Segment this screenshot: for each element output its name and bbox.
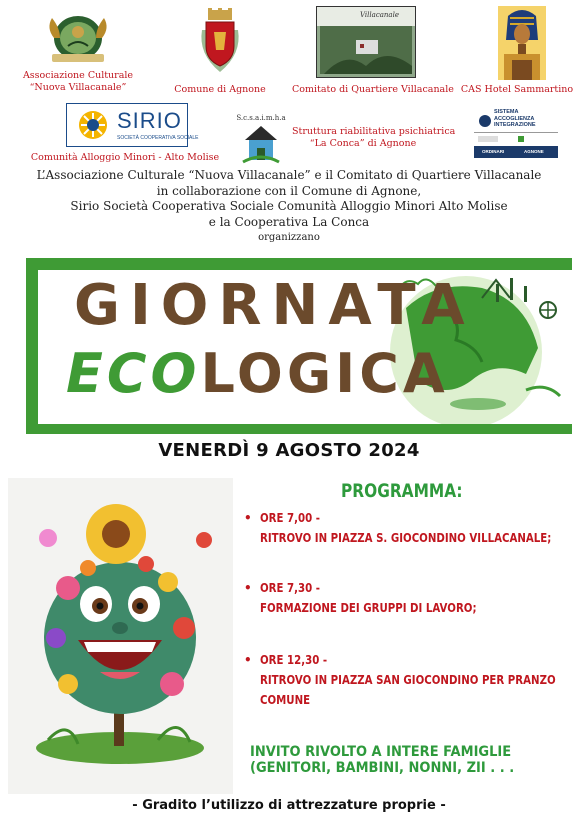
programma-title: PROGRAMMA: — [341, 480, 463, 502]
invite-line: INVITO RIVOLTO A INTERE FAMIGLIE — [250, 744, 512, 760]
sirio-logo-subtext: SOCIETÀ COOPERATIVA SOCIALE — [117, 135, 199, 141]
invite-line: (GENITORI, BAMBINI, NONNI, ZII . . . — [250, 760, 515, 776]
house-logo-icon — [241, 122, 281, 164]
caption-line: “Nuova Villacanale” — [29, 82, 127, 93]
sai-line: SISTEMA — [494, 109, 519, 115]
caption-line: Associazione Culturale — [22, 70, 134, 81]
hotel-logo — [498, 6, 546, 80]
sai-line: ACCOGLIENZA — [494, 115, 535, 122]
sai-logo — [474, 106, 558, 160]
programma-item — [244, 508, 574, 552]
sirio-logo-icon — [73, 105, 113, 145]
programma-item — [244, 650, 574, 716]
item-desc: RITROVO IN PIAZZA SAN GIOCONDINO PER PRANZO — [260, 673, 556, 687]
municipal-coat-of-arms-icon — [196, 6, 244, 76]
banner-logica: LOGICA — [200, 342, 449, 405]
association-crest-icon — [38, 8, 118, 66]
sai-logo-icon — [478, 114, 492, 128]
sai-logo-lines — [494, 109, 536, 129]
item-time: ORE 7,30 - — [260, 581, 321, 595]
photo-label: Villacanale — [360, 11, 399, 19]
item-desc-cont: COMUNE — [260, 693, 311, 707]
sirio-logo — [66, 103, 199, 147]
footer-note: - Gradito l’utilizzo di attrezzature proprie - — [132, 798, 446, 813]
banner-title-line1: GIORNATA — [74, 273, 475, 338]
giornata-ecologica-banner — [26, 258, 572, 434]
comitato-photo — [316, 6, 416, 78]
sai-logo-divider — [474, 132, 558, 146]
intro-line: L’Associazione Culturale “Nuova Villacanale” e il Comitato di Quartiere Villacanale — [36, 168, 542, 182]
caption-line: Struttura riabilitativa psichiatrica — [292, 126, 456, 137]
municipal-logo — [196, 6, 244, 76]
sirio-logo-text: SIRIO — [117, 108, 182, 133]
caption-comune — [168, 84, 272, 96]
caption-line: Comunità Alloggio Minori - Alto Molise — [30, 152, 220, 163]
smiling-earth-illustration — [8, 478, 233, 794]
intro-text — [0, 168, 578, 246]
scsaimha-logo-text: S.c.s.a.i.m.h.a — [236, 114, 286, 122]
caption-sirio — [20, 152, 230, 164]
scsaimha-logo — [230, 104, 292, 164]
banner-title-line2 — [66, 342, 449, 406]
caption-association — [18, 70, 138, 94]
caption-hotel — [458, 84, 576, 96]
sunflower-icon — [86, 504, 146, 564]
intro-line: Sirio Società Cooperativa Sociale Comunità Alloggio Minori Alto Molise — [70, 199, 508, 213]
invite-text — [250, 744, 557, 776]
intro-organizzano: organizzano — [258, 232, 320, 243]
caption-line: Comune di Agnone — [174, 84, 266, 95]
caption-line: CAS Hotel Sammartino — [460, 84, 574, 95]
bullet-icon: • — [244, 511, 252, 525]
banner-eco: ECO — [66, 342, 201, 405]
bullet-icon: • — [244, 653, 252, 667]
item-time: ORE 12,30 - — [260, 653, 328, 667]
sai-line: INTEGRAZIONE — [494, 122, 536, 128]
sai-bar-label: ORDINARI — [482, 149, 505, 154]
item-desc: RITROVO IN PIAZZA S. GIOCONDINO VILLACANALE; — [260, 531, 552, 545]
intro-line: e la Cooperativa La Conca — [208, 214, 370, 229]
caption-comitato — [292, 84, 454, 96]
pharaoh-statue-icon — [498, 6, 546, 80]
association-crest-logo — [38, 8, 118, 66]
event-date: VENERDÌ 9 AGOSTO 2024 — [158, 440, 420, 461]
caption-la-conca — [292, 126, 456, 150]
item-desc: FORMAZIONE DEI GRUPPI DI LAVORO; — [260, 601, 477, 615]
caption-line: “La Conca” di Agnone — [309, 138, 417, 149]
caption-line: Comitato di Quartiere Villacanale — [292, 84, 454, 95]
smiling-globe-icon — [8, 478, 233, 794]
sai-bar-label: AGNONE — [524, 149, 544, 154]
programma-item — [244, 578, 574, 622]
intro-line: in collaborazione con il Comune di Agnone, — [156, 183, 422, 198]
sai-logo-bar — [474, 146, 558, 158]
bullet-icon: • — [244, 581, 252, 595]
item-time: ORE 7,00 - — [260, 511, 321, 525]
